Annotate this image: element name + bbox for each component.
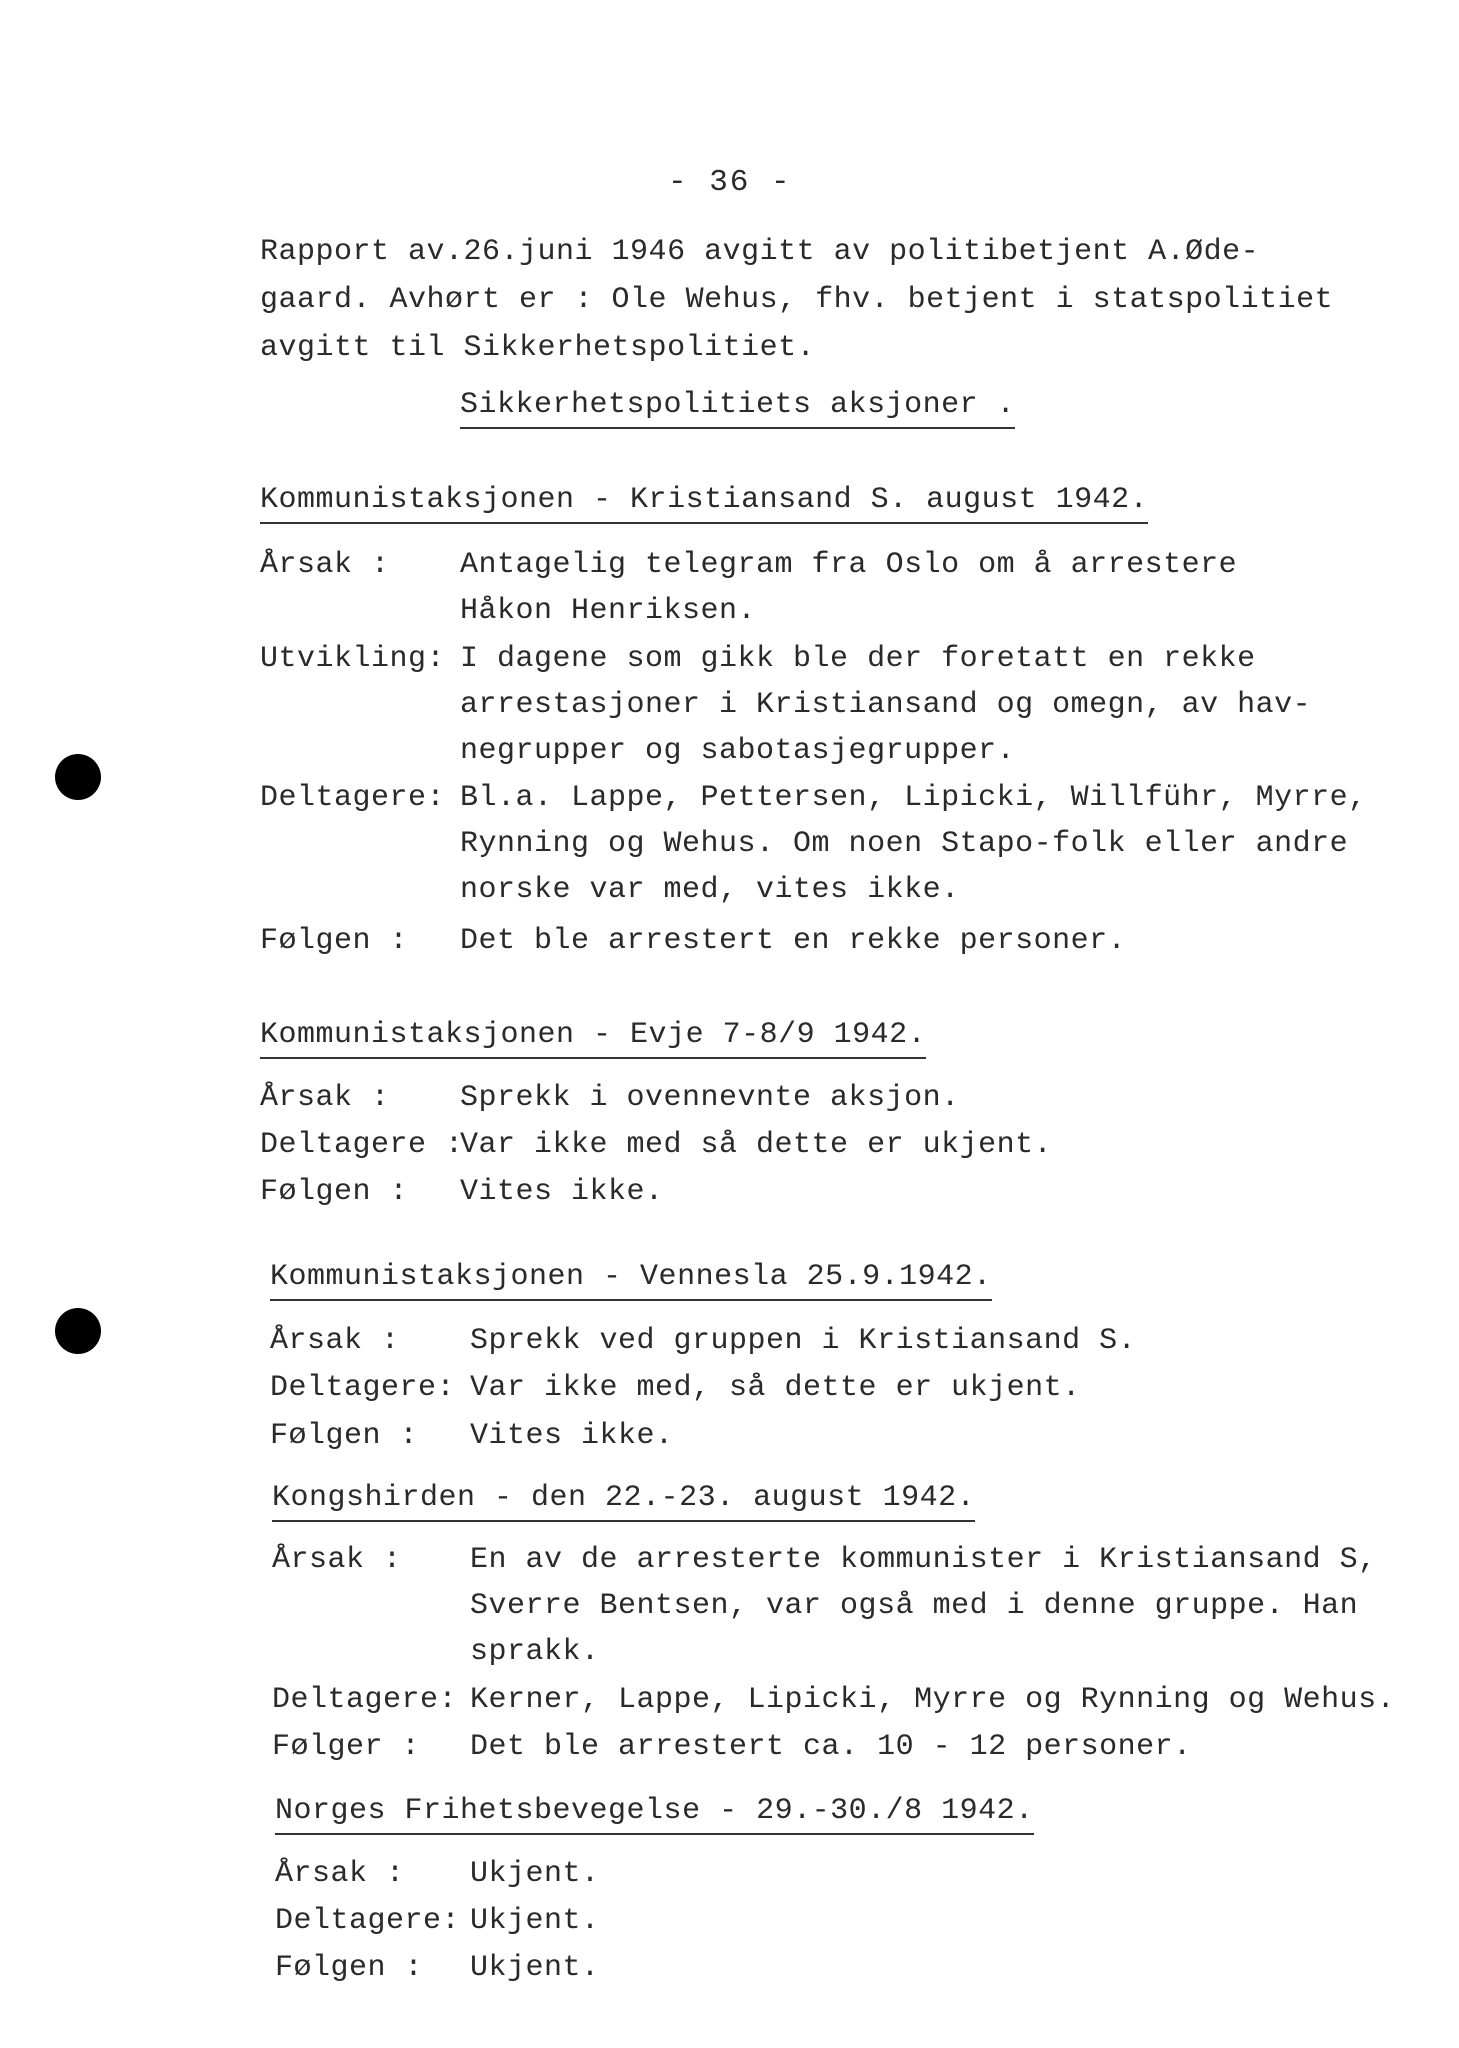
entry-line: Bl.a. Lappe, Pettersen, Lipicki, Willführ, Myrre, xyxy=(460,781,1367,815)
entry-line: Ukjent. xyxy=(470,1951,600,1985)
entry-label: Følger : xyxy=(272,1730,421,1764)
entry-label: Årsak : xyxy=(270,1324,400,1358)
entry-line: Var ikke med så dette er ukjent. xyxy=(460,1128,1053,1162)
entry-text xyxy=(460,1122,1052,1168)
section-heading: Norges Frihetsbevegelse - 29.-30./8 1942. xyxy=(275,1791,1034,1835)
entry-line: En av de arresterte kommunister i Kristiansand S, xyxy=(470,1543,1377,1577)
entry-text xyxy=(460,918,1126,964)
entry-text xyxy=(470,1945,600,1991)
section-heading: Kommunistaksjonen - Vennesla 25.9.1942. xyxy=(270,1257,992,1301)
entry-label: Utvikling: xyxy=(260,642,446,676)
entry-text xyxy=(470,1537,1377,1675)
entry-label: Følgen : xyxy=(270,1419,419,1453)
entry-line: Håkon Henriksen. xyxy=(460,594,757,628)
entry-text xyxy=(470,1724,1192,1770)
entry-text xyxy=(460,636,1311,774)
entry-line: arrestasjoner i Kristiansand og omegn, av hav- xyxy=(460,688,1312,722)
entry-label: Deltagere: xyxy=(260,781,446,815)
punch-hole-bottom xyxy=(55,1308,101,1354)
intro-line: Rapport av.26.juni 1946 avgitt av politibetjent A.Øde- xyxy=(260,235,1260,269)
entry-label: Følgen : xyxy=(275,1951,424,1985)
entry-line: negrupper og sabotasjegrupper. xyxy=(460,734,1016,768)
entry-label: Årsak : xyxy=(260,548,390,582)
entry-text xyxy=(460,1075,960,1121)
entry-line: sprakk. xyxy=(470,1635,600,1669)
entry-text xyxy=(470,1677,1395,1723)
entry-line: Vites ikke. xyxy=(460,1175,664,1209)
entry-line: Var ikke med, så dette er ukjent. xyxy=(470,1371,1081,1405)
punch-hole-top xyxy=(55,754,101,800)
entry-text xyxy=(460,1169,664,1215)
entry-text xyxy=(460,542,1237,634)
entry-line: Ukjent. xyxy=(470,1904,600,1938)
entry-label: Følgen : xyxy=(260,1175,409,1209)
document-title: Sikkerhetspolitiets aksjoner . xyxy=(460,385,1015,429)
entry-label: Årsak : xyxy=(272,1543,402,1577)
entry-text xyxy=(470,1413,674,1459)
entry-label: Årsak : xyxy=(275,1857,405,1891)
entry-text xyxy=(470,1318,1136,1364)
entry-text xyxy=(470,1365,1081,1411)
section-heading: Kommunistaksjonen - Kristiansand S. august 1942. xyxy=(260,480,1148,524)
entry-label: Deltagere: xyxy=(270,1371,456,1405)
entry-line: Ukjent. xyxy=(470,1857,600,1891)
page-number: - 36 - xyxy=(668,165,792,200)
entry-line: norske var med, vites ikke. xyxy=(460,873,960,907)
intro-line: gaard. Avhørt er : Ole Wehus, fhv. betjent i statspolitiet xyxy=(260,283,1334,317)
entry-line: Vites ikke. xyxy=(470,1419,674,1453)
entry-line: Rynning og Wehus. Om noen Stapo-folk eller andre xyxy=(460,827,1349,861)
entry-line: Sverre Bentsen, var også med i denne gruppe. Han xyxy=(470,1589,1359,1623)
entry-line: Kerner, Lappe, Lipicki, Myrre og Rynning og Wehus. xyxy=(470,1683,1396,1717)
entry-line: Sprekk i ovennevnte aksjon. xyxy=(460,1081,960,1115)
entry-line: Sprekk ved gruppen i Kristiansand S. xyxy=(470,1324,1137,1358)
entry-text xyxy=(470,1851,600,1897)
entry-text xyxy=(470,1898,600,1944)
intro-line: avgitt til Sikkerhetspolitiet. xyxy=(260,331,816,365)
entry-line: Det ble arrestert ca. 10 - 12 personer. xyxy=(470,1730,1192,1764)
entry-line: Antagelig telegram fra Oslo om å arrestere xyxy=(460,548,1238,582)
section-heading: Kommunistaksjonen - Evje 7-8/9 1942. xyxy=(260,1015,926,1059)
section-heading: Kongshirden - den 22.-23. august 1942. xyxy=(272,1478,975,1522)
entry-label: Årsak : xyxy=(260,1081,390,1115)
entry-text xyxy=(460,775,1367,913)
entry-line: Det ble arrestert en rekke personer. xyxy=(460,924,1127,958)
intro-paragraph xyxy=(260,228,1333,372)
entry-line: I dagene som gikk ble der foretatt en rekke xyxy=(460,642,1256,676)
entry-label: Deltagere: xyxy=(272,1683,458,1717)
entry-label: Deltagere: xyxy=(275,1904,461,1938)
entry-label: Følgen : xyxy=(260,924,409,958)
entry-label: Deltagere : xyxy=(260,1128,464,1162)
